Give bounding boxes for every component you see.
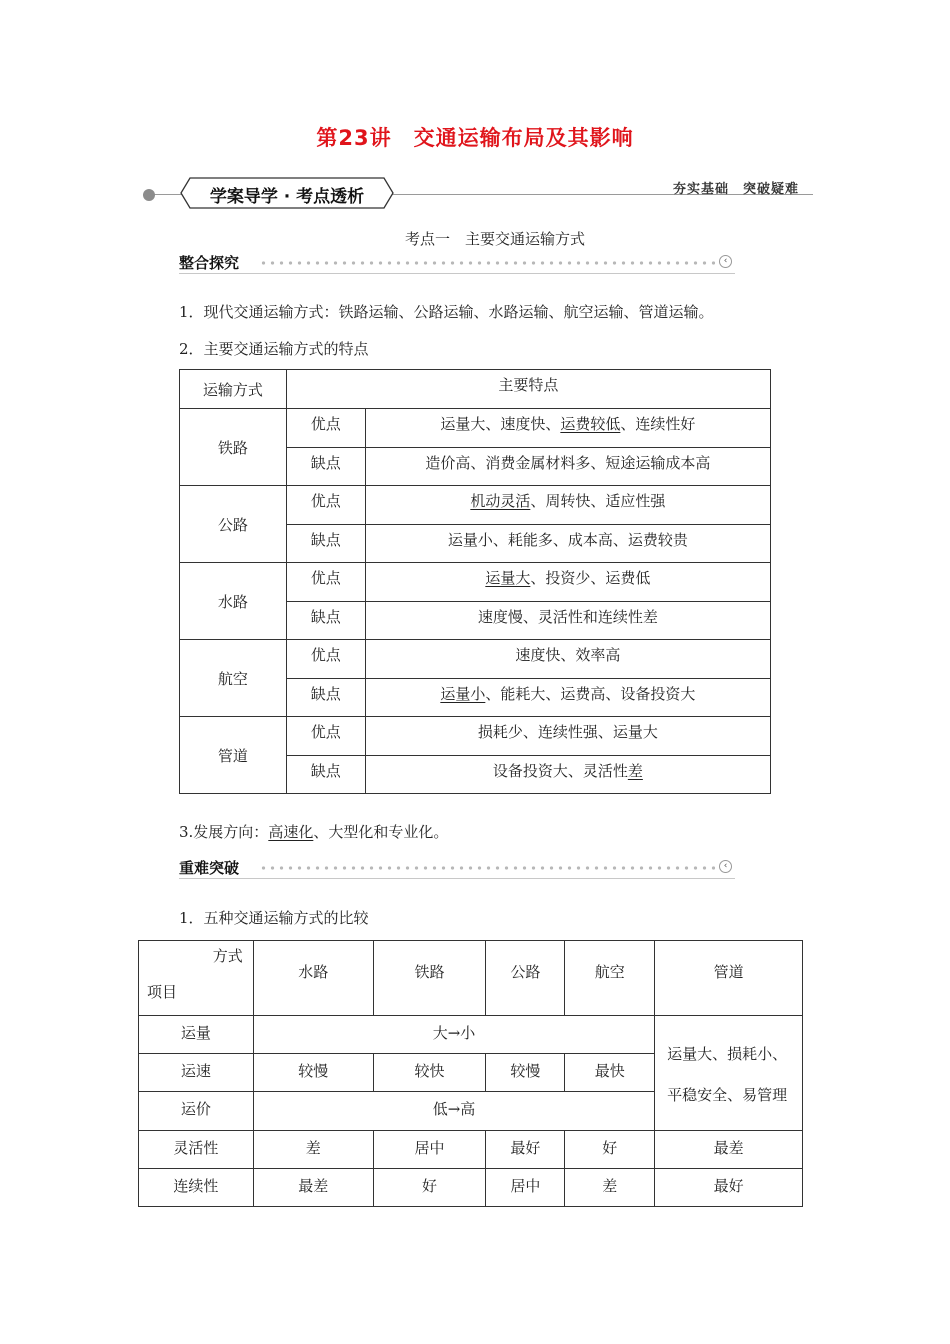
mode-cell: 铁路: [180, 409, 287, 486]
comparison-table: [138, 940, 803, 1207]
flex-cell: 最好: [486, 1131, 565, 1169]
cont-cell: 好: [373, 1169, 486, 1207]
corner-top: 方式: [212, 947, 243, 965]
paragraph-direction: 3.发展方向：高速化、大型化和专业化。: [179, 823, 449, 841]
section-underline: [179, 878, 735, 879]
section-head-integrate: [179, 252, 739, 274]
flex-cell: 居中: [373, 1131, 486, 1169]
cons-label: 缺点: [286, 525, 365, 563]
pros-label: 优点: [286, 563, 365, 602]
cons-text: 设备投资大、灵活性差: [365, 756, 770, 794]
section-underline: [179, 273, 735, 274]
speed-cell: 较慢: [253, 1054, 373, 1092]
pros-label: 优点: [286, 640, 365, 679]
pros-text: 机动灵活、周转快、适应性强: [365, 486, 770, 525]
mode-cell: 管道: [180, 717, 287, 794]
flex-cell: 最差: [655, 1131, 803, 1169]
paragraph-compare-heading: 1．五种交通运输方式的比较: [179, 909, 369, 927]
banner-dot-icon: [143, 189, 155, 201]
banner-slogan: 夯实基础 突破疑难: [673, 182, 800, 197]
flex-cell: 好: [565, 1131, 655, 1169]
kaodian-heading: 考点一 主要交通运输方式: [404, 230, 585, 248]
mode-header: 管道: [655, 941, 803, 1016]
cons-text: 运量小、耗能多、成本高、运费较贵: [365, 525, 770, 563]
speed-cell: 较快: [373, 1054, 486, 1092]
chevron-left-icon: ‹: [719, 860, 732, 873]
speed-cell: 较慢: [486, 1054, 565, 1092]
pros-text: 运量大、投资少、运费低: [365, 563, 770, 602]
row-label: 连续性: [139, 1169, 254, 1207]
pros-label: 优点: [286, 717, 365, 756]
chevron-left-icon: ‹: [719, 255, 732, 268]
features-table: [179, 369, 771, 794]
pros-label: 优点: [286, 409, 365, 448]
mode-cell: 水路: [180, 563, 287, 640]
banner-label: 学案导学 · 考点透析: [209, 187, 365, 207]
mode-cell: 航空: [180, 640, 287, 717]
mode-cell: 公路: [180, 486, 287, 563]
row-label: 运速: [139, 1054, 254, 1092]
cons-label: 缺点: [286, 602, 365, 640]
pros-label: 优点: [286, 486, 365, 525]
cons-label: 缺点: [286, 679, 365, 717]
pipe-note-line: 运量大、损耗小、: [667, 1045, 788, 1063]
section-label: 重难突破: [179, 859, 240, 877]
cons-text: 造价高、消费金属材料多、短途运输成本高: [365, 448, 770, 486]
cont-cell: 居中: [486, 1169, 565, 1207]
pipe-note-line: 平稳安全、易管理: [667, 1086, 788, 1104]
mode-header: 水路: [253, 941, 373, 1016]
dotted-rule: [259, 866, 715, 870]
section-head-breakthrough: [179, 857, 739, 879]
cons-text: 运量小、能耗大、运费高、设备投资大: [365, 679, 770, 717]
cons-label: 缺点: [286, 448, 365, 486]
row-label: 运价: [139, 1092, 254, 1131]
cont-cell: 差: [565, 1169, 655, 1207]
section-banner: [180, 177, 394, 209]
pros-text: 速度快、效率高: [365, 640, 770, 679]
corner-cell: [139, 941, 254, 1016]
flex-cell: 差: [253, 1131, 373, 1169]
trend-cell: 大→小: [253, 1016, 654, 1054]
pipe-note-cell: [655, 1016, 803, 1131]
trend-cell: 低→高: [253, 1092, 654, 1131]
corner-bottom: 项目: [147, 983, 178, 1001]
pros-text: 运量大、速度快、运费较低、连续性好: [365, 409, 770, 448]
dotted-rule: [259, 261, 715, 265]
cont-cell: 最差: [253, 1169, 373, 1207]
row-label: 运量: [139, 1016, 254, 1054]
table-header-features: 主要特点: [286, 370, 770, 409]
mode-header: 航空: [565, 941, 655, 1016]
page-title: 第23讲 交通运输布局及其影响: [316, 126, 634, 150]
table-header-mode: 运输方式: [180, 370, 287, 409]
cont-cell: 最好: [655, 1169, 803, 1207]
cons-label: 缺点: [286, 756, 365, 794]
mode-header: 公路: [486, 941, 565, 1016]
pros-text: 损耗少、连续性强、运量大: [365, 717, 770, 756]
row-label: 灵活性: [139, 1131, 254, 1169]
mode-header: 铁路: [373, 941, 486, 1016]
cons-text: 速度慢、灵活性和连续性差: [365, 602, 770, 640]
paragraph-modes: 1．现代交通运输方式：铁路运输、公路运输、水路运输、航空运输、管道运输。: [179, 303, 714, 321]
paragraph-features-heading: 2．主要交通运输方式的特点: [179, 340, 369, 358]
speed-cell: 最快: [565, 1054, 655, 1092]
section-label: 整合探究: [179, 254, 240, 272]
